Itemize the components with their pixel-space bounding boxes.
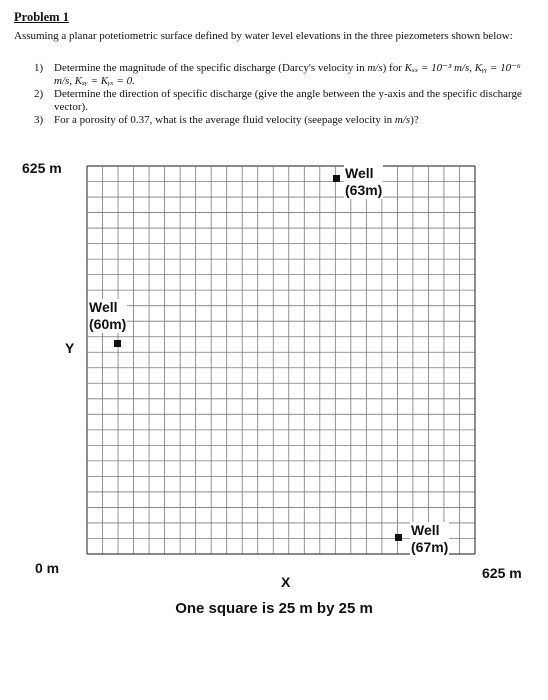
question-text-post: ) for (382, 62, 405, 74)
question-text: For a porosity of 0.37, what is the average fluid velocity (seepage velocity in (54, 114, 395, 126)
x-right-label: 625 m (482, 565, 522, 581)
conductivity-formula: Kₓₓ = 10⁻³ m/s, Kᵧᵧ = 10⁻⁶ m/s, Kₓᵧ = Kᵧₓ = 0. (54, 62, 521, 87)
well-63-marker (333, 175, 340, 182)
well-67-label (410, 522, 449, 556)
question-text: Determine the direction of specific discharge (give the angle between the y-axis and the specific discharge vector). (54, 88, 522, 113)
y-axis-label: Y (65, 340, 75, 356)
question-text-post: )? (410, 114, 419, 126)
question-unit: m/s (367, 62, 383, 74)
problem-title: Problem 1 (14, 10, 69, 24)
well-63-label (344, 165, 383, 199)
question-number: 2) (34, 88, 44, 100)
well-name: Well (89, 299, 118, 315)
well-67-marker (395, 534, 402, 541)
figure-caption: One square is 25 m by 25 m (175, 600, 373, 617)
x-axis-label: X (281, 574, 291, 590)
question-number: 3) (34, 114, 44, 126)
well-head: (63m) (345, 182, 383, 198)
y-top-label: 625 m (22, 160, 62, 176)
problem-intro: Assuming a planar potetiometric surface defined by water level elevations in the three piezometers shown below: (14, 30, 513, 42)
well-head: (67m) (411, 539, 449, 555)
well-60-label (88, 299, 127, 333)
well-name: Well (411, 522, 440, 538)
origin-label: 0 m (35, 560, 60, 576)
question-unit: m/s (394, 114, 411, 126)
well-head: (60m) (89, 316, 127, 332)
well-60-marker (114, 340, 121, 347)
question-number: 1) (34, 62, 44, 74)
well-name: Well (345, 165, 374, 181)
question-text: Determine the magnitude of the specific discharge (Darcy's velocity in (54, 62, 368, 74)
